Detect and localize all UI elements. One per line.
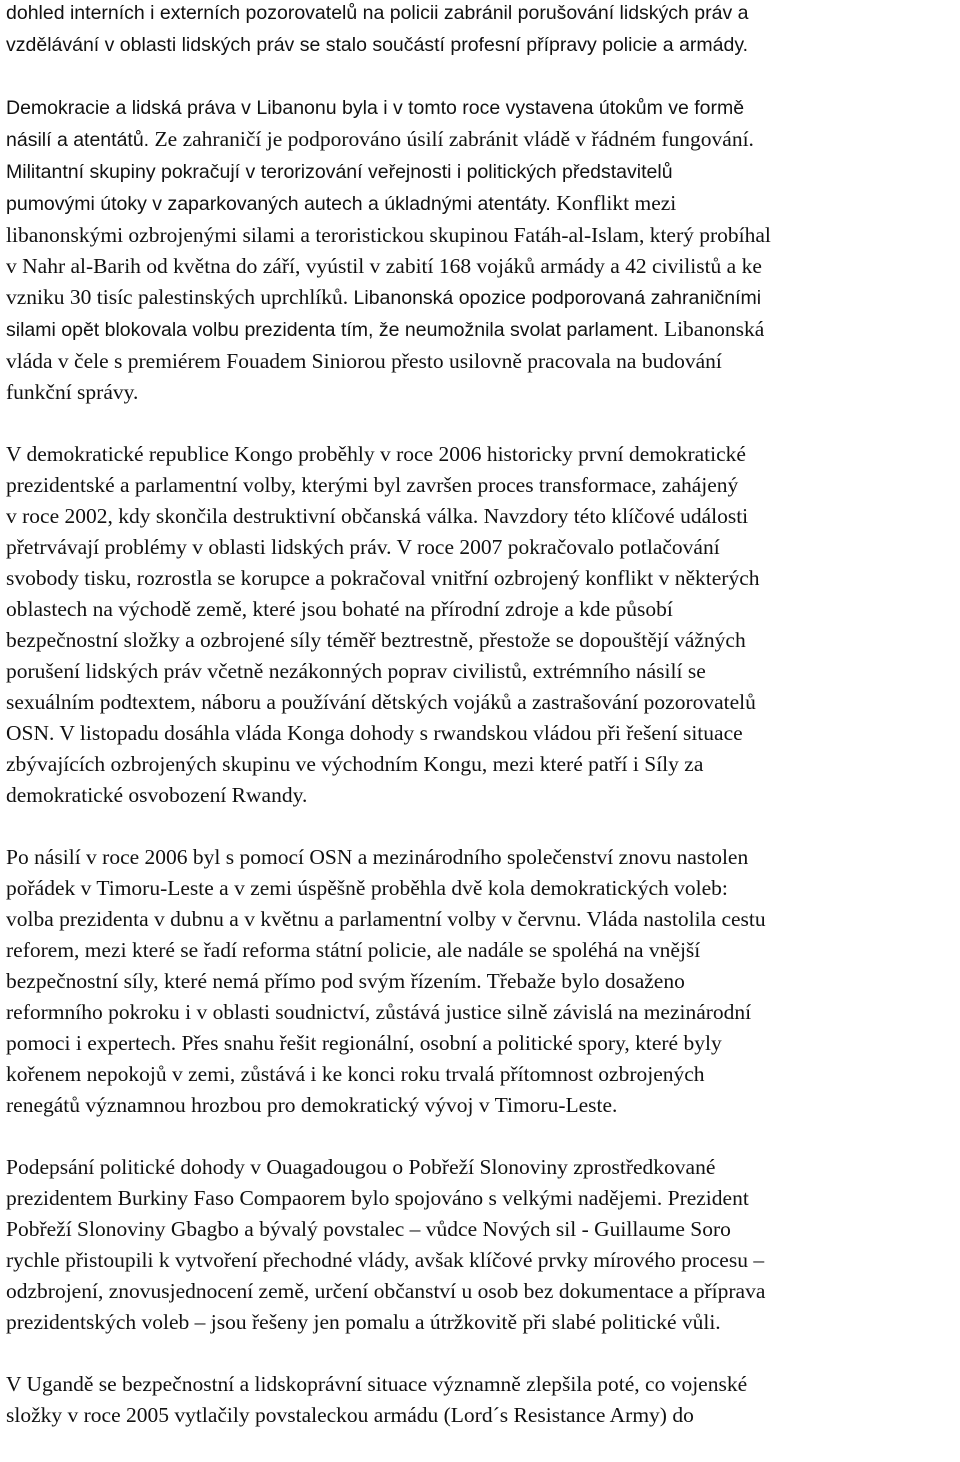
- text-segment: V Ugandě se bezpečnostní a lidskoprávní situace významně zlepšila poté, co vojenské: [6, 1372, 748, 1396]
- text-line: [6, 904, 954, 935]
- text-segment: vláda v čele s premiérem Fouadem Siniorou přesto usilovně pracovala na budování: [6, 349, 722, 373]
- text-segment: zbývajících ozbrojených skupinu ve východním Kongu, mezi které patří i Síly za: [6, 752, 704, 776]
- paragraph: [6, 0, 954, 61]
- text-segment: odzbrojení, znovusjednocení země, určení občanství u osob bez dokumentace a příprava: [6, 1279, 766, 1303]
- text-line: [6, 156, 954, 188]
- text-line: [6, 282, 954, 314]
- text-line: [6, 594, 954, 625]
- text-line: [6, 1276, 954, 1307]
- text-segment: Po násilí v roce 2006 byl s pomocí OSN a mezinárodního společenství znovu nastolen: [6, 845, 749, 869]
- text-segment: Libanonská: [663, 317, 765, 341]
- text-segment: násilí a atentátů.: [6, 129, 155, 151]
- text-line: [6, 1307, 954, 1338]
- text-segment: v roce 2002, kdy skončila destruktivní občanská válka. Navzdory této klíčové události: [6, 504, 749, 528]
- text-segment: Demokracie a lidská práva v Libanonu byla i v tomto roce vystavena útokům ve formě: [6, 97, 745, 119]
- text-segment: svobody tisku, rozrostla se korupce a pokračoval vnitřní ozbrojený konflikt v některých: [6, 566, 760, 590]
- text-line: [6, 780, 954, 811]
- text-line: [6, 656, 954, 687]
- paragraph: [6, 439, 954, 811]
- text-segment: v Nahr al-Barih od května do září, vyústil v zabití 168 vojáků armády a 42 civilistů a ke: [6, 254, 762, 278]
- text-segment: funkční správy.: [6, 380, 139, 404]
- paragraph: [6, 842, 954, 1121]
- paragraph: [6, 1369, 954, 1431]
- text-segment: prezidentských voleb – jsou řešeny jen pomalu a útržkovitě při slabé politické vůli.: [6, 1310, 721, 1334]
- text-line: [6, 1028, 954, 1059]
- text-segment: prezidentské a parlamentní volby, kterými byl završen proces transformace, zahájený: [6, 473, 739, 497]
- text-line: [6, 1369, 954, 1400]
- text-segment: prezidentem Burkiny Faso Compaorem bylo spojováno s velkými nadějemi. Prezident: [6, 1186, 749, 1210]
- text-segment: demokratické osvobození Rwandy.: [6, 783, 308, 807]
- text-segment: pořádek v Timoru-Leste a v zemi úspěšně proběhla dvě kola demokratických voleb:: [6, 876, 728, 900]
- paragraph: [6, 1152, 954, 1338]
- text-segment: pomoci i expertech. Přes snahu řešit regionální, osobní a politické spory, které byly: [6, 1031, 722, 1055]
- document-page: [6, 0, 954, 1462]
- text-segment: vzniku 30 tisíc palestinských uprchlíků.: [6, 285, 354, 309]
- text-segment: V demokratické republice Kongo proběhly v roce 2006 historicky první demokratické: [6, 442, 746, 466]
- text-line: [6, 1245, 954, 1276]
- text-segment: renegátů významnou hrozbou pro demokratický vývoj v Timoru-Leste.: [6, 1093, 618, 1117]
- paragraph: [6, 92, 954, 408]
- text-segment: dohled interních i externích pozorovatelů na policii zabránil porušování lidských práv a: [6, 2, 749, 24]
- text-line: [6, 625, 954, 656]
- text-line: [6, 873, 954, 904]
- text-line: [6, 842, 954, 873]
- text-line: [6, 92, 954, 124]
- text-line: [6, 1183, 954, 1214]
- text-segment: Podepsání politické dohody v Ouagadougou o Pobřeží Slonoviny zprostředkované: [6, 1155, 716, 1179]
- text-segment: reformního pokroku i v oblasti soudnictví, zůstává justice silně závislá na mezinárodní: [6, 1000, 752, 1024]
- text-line: [6, 470, 954, 501]
- text-segment: Ze zahraničí je podporováno úsilí zabránit vládě v řádném fungování.: [154, 127, 754, 151]
- text-line: [6, 966, 954, 997]
- text-segment: porušení lidských práv včetně nezákonných poprav civilistů, extrémního násilí se: [6, 659, 706, 683]
- text-segment: OSN. V listopadu dosáhla vláda Konga dohody s rwandskou vládou při řešení situace: [6, 721, 743, 745]
- text-segment: volba prezidenta v dubnu a v květnu a parlamentní volby v červnu. Vláda nastolila cestu: [6, 907, 766, 931]
- text-line: [6, 1152, 954, 1183]
- text-line: [6, 1059, 954, 1090]
- text-line: [6, 377, 954, 408]
- text-line: [6, 0, 954, 29]
- text-line: [6, 29, 954, 61]
- text-segment: kořenem nepokojů v zemi, zůstává i ke konci roku trvalá přítomnost ozbrojených: [6, 1062, 705, 1086]
- text-line: [6, 501, 954, 532]
- text-line: [6, 346, 954, 377]
- text-segment: bezpečnostní složky a ozbrojené síly téměř beztrestně, přestože se dopouštějí vážných: [6, 628, 746, 652]
- text-line: [6, 220, 954, 251]
- text-segment: silami opět blokovala volbu prezidenta tím, že neumožnila svolat parlament.: [6, 319, 664, 341]
- text-segment: Militantní skupiny pokračují v terorizování veřejnosti i politických představitelů: [6, 161, 673, 183]
- text-segment: vzdělávání v oblasti lidských práv se stalo součástí profesní přípravy policie a armády.: [6, 34, 749, 56]
- text-segment: sexuálním podtextem, náboru a používání dětských vojáků a zastrašování pozorovatelů: [6, 690, 756, 714]
- text-line: [6, 314, 954, 346]
- text-line: [6, 718, 954, 749]
- text-segment: oblastech na východě země, které jsou bohaté na přírodní zdroje a kde působí: [6, 597, 673, 621]
- text-line: [6, 1214, 954, 1245]
- text-segment: reforem, mezi které se řadí reforma státní policie, ale nadále se spoléhá na vnější: [6, 938, 701, 962]
- text-line: [6, 935, 954, 966]
- text-line: [6, 251, 954, 282]
- text-segment: pumovými útoky v zaparkovaných autech a úkladnými atentáty.: [6, 193, 557, 215]
- text-line: [6, 439, 954, 470]
- text-line: [6, 563, 954, 594]
- text-segment: bezpečnostní síly, které nemá přímo pod svým řízením. Třebaže bylo dosaženo: [6, 969, 685, 993]
- text-segment: přetrvávají problémy v oblasti lidských práv. V roce 2007 pokračovalo potlačování: [6, 535, 720, 559]
- text-segment: Libanonská opozice podporovaná zahraničními: [353, 287, 762, 309]
- text-segment: Pobřeží Slonoviny Gbagbo a bývalý povstalec – vůdce Nových sil - Guillaume Soro: [6, 1217, 731, 1241]
- text-line: [6, 1090, 954, 1121]
- text-segment: Konflikt mezi: [556, 191, 677, 215]
- text-segment: složky v roce 2005 vytlačily povstaleckou armádu (Lord´s Resistance Army) do: [6, 1403, 694, 1427]
- text-line: [6, 749, 954, 780]
- text-line: [6, 124, 954, 156]
- text-segment: rychle přistoupili k vytvoření přechodné vlády, avšak klíčové prvky mírového procesu –: [6, 1248, 765, 1272]
- text-line: [6, 188, 954, 220]
- text-line: [6, 997, 954, 1028]
- text-line: [6, 1400, 954, 1431]
- text-line: [6, 687, 954, 718]
- text-segment: libanonskými ozbrojenými silami a teroristickou skupinou Fatáh-al-Islam, který probíhal: [6, 223, 771, 247]
- text-line: [6, 532, 954, 563]
